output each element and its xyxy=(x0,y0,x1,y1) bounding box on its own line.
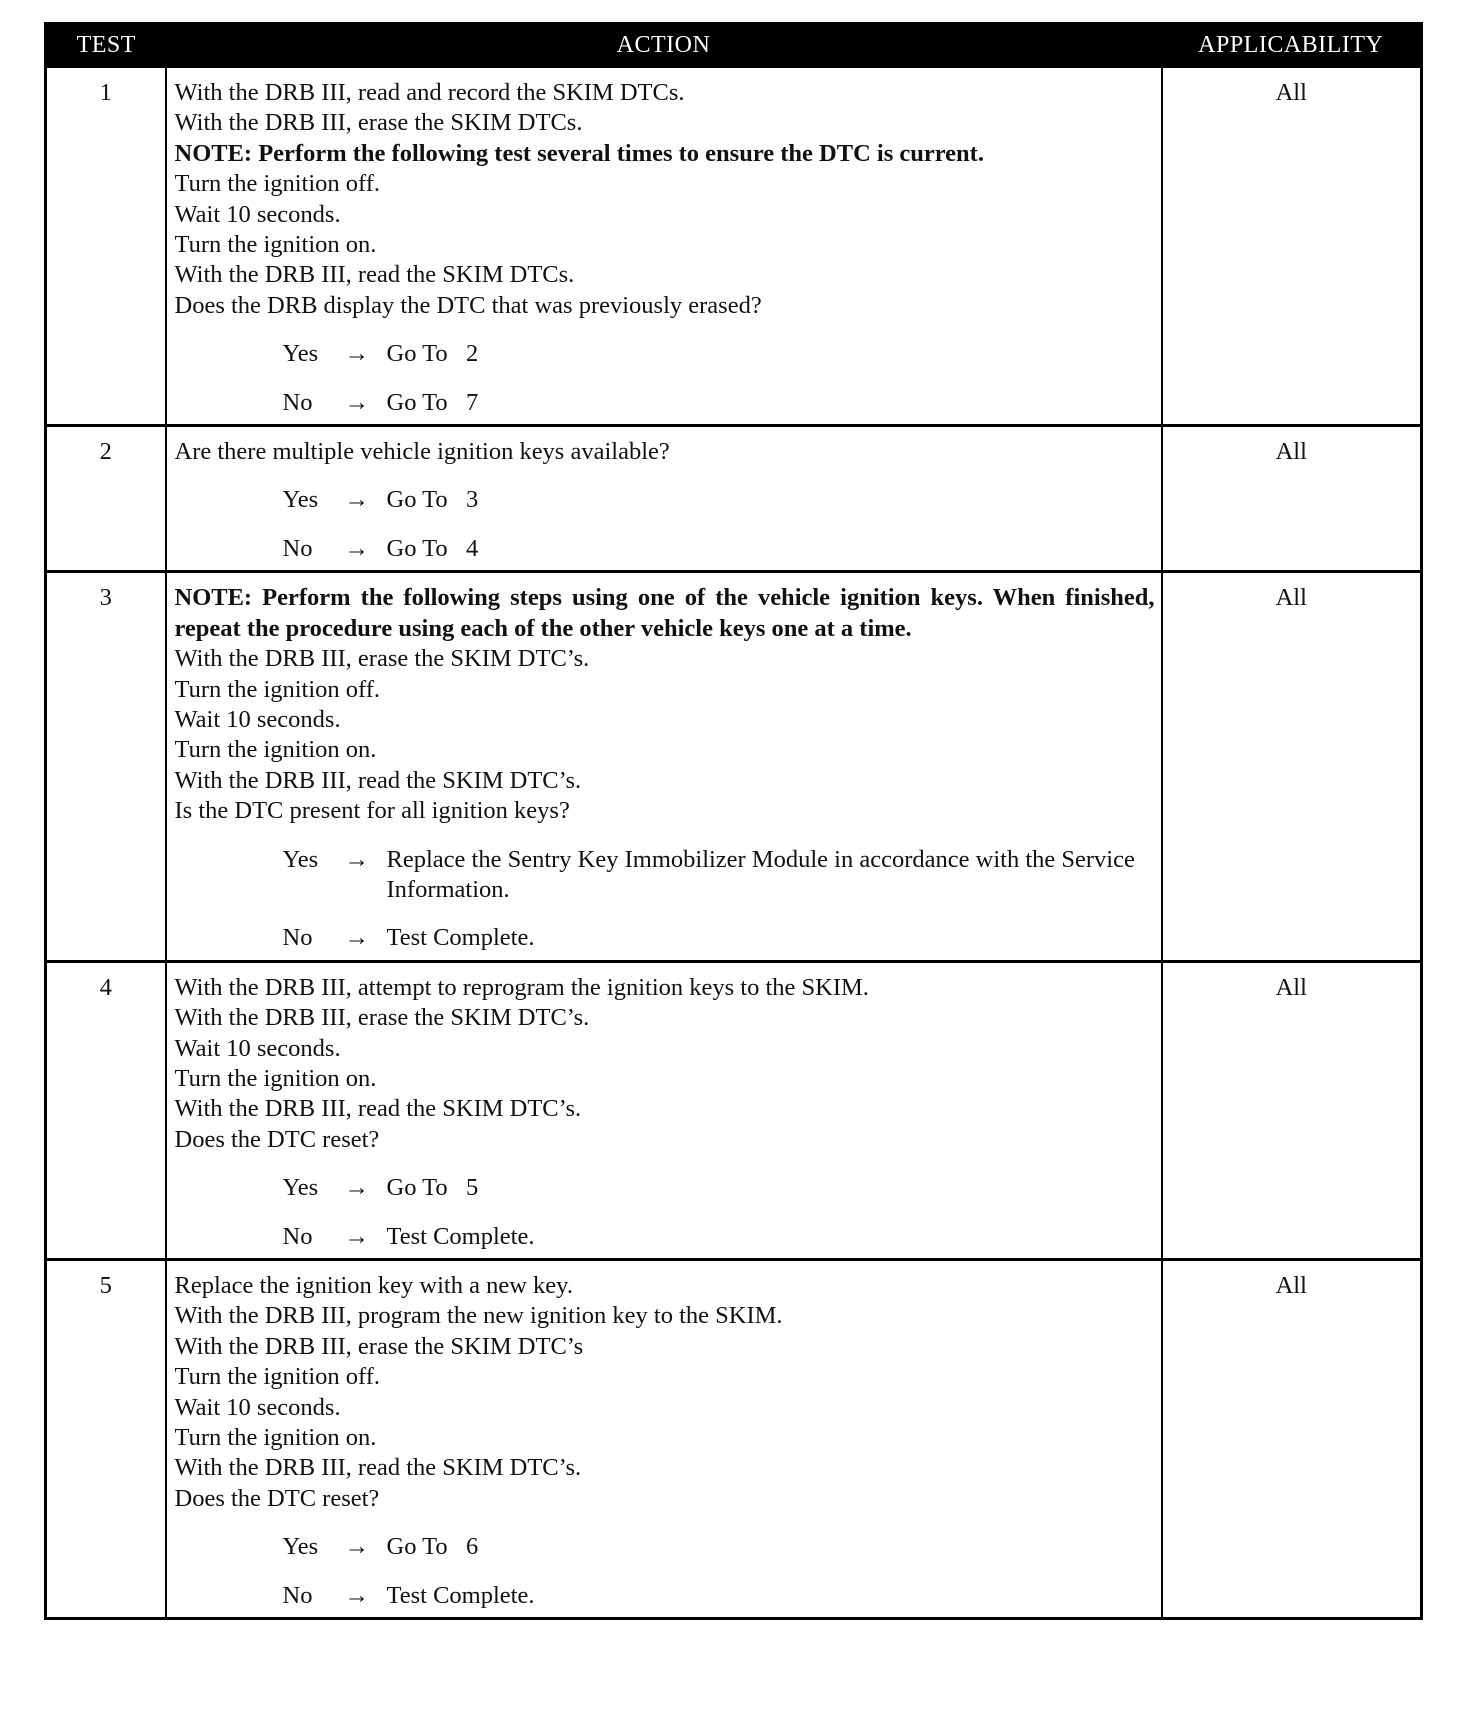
step-text: Turn the ignition off. xyxy=(174,1363,381,1391)
arrow-right-icon: → xyxy=(344,1533,369,1561)
step-text: Turn the ignition off. xyxy=(174,170,381,198)
result-answer: Yes xyxy=(282,1174,319,1202)
step-text: Turn the ignition off. xyxy=(174,675,381,703)
step-text: With the DRB III, read the SKIM DTC’s. xyxy=(174,766,582,794)
result-yes xyxy=(283,485,1155,515)
result-target: Test Complete. xyxy=(386,1222,535,1250)
test-row-4 xyxy=(46,961,1422,1259)
step-text: With the DRB III, read and record the SKIM DTCs. xyxy=(174,79,685,106)
applicability-value: All xyxy=(1162,572,1422,961)
step-text: Does the DTC reset? xyxy=(174,1125,380,1153)
step-text: Turn the ignition on. xyxy=(174,736,377,764)
result-answer: Yes xyxy=(282,486,319,514)
step-text: With the DRB III, read the SKIM DTC’s. xyxy=(174,1454,582,1482)
header-test: TEST xyxy=(46,24,166,67)
diagnostic-test-document xyxy=(44,22,1420,1620)
test-number: 3 xyxy=(46,572,166,961)
step-text: Is the DTC present for all ignition keys? xyxy=(174,797,570,825)
table-header xyxy=(46,24,1422,67)
arrow-right-icon: → xyxy=(344,845,369,873)
result-answer: No xyxy=(282,534,313,562)
test-number: 5 xyxy=(46,1260,166,1619)
step-text: With the DRB III, erase the SKIM DTC’s xyxy=(174,1332,584,1360)
result-no xyxy=(283,534,1155,564)
action-cell xyxy=(166,961,1162,1259)
result-target: Go To 5 xyxy=(386,1174,479,1202)
result-answer: Yes xyxy=(282,340,319,368)
table-body xyxy=(46,67,1422,1619)
result-answer: Yes xyxy=(282,845,319,873)
arrow-right-icon: → xyxy=(344,1174,369,1202)
step-text: With the DRB III, attempt to reprogram the ignition keys to the SKIM. xyxy=(174,973,869,1001)
result-target: Go To 2 xyxy=(386,340,479,368)
action-cell xyxy=(166,1260,1162,1619)
result-answer: No xyxy=(282,1581,313,1609)
step-text: With the DRB III, read the SKIM DTCs. xyxy=(174,261,575,289)
note-text: NOTE: Perform the following test several times to ensure the DTC is current. xyxy=(174,139,984,167)
action-cell xyxy=(166,426,1162,572)
test-row-2 xyxy=(46,426,1422,572)
applicability-value: All xyxy=(1162,426,1422,572)
step-text: Wait 10 seconds. xyxy=(174,1034,341,1062)
test-number: 2 xyxy=(46,426,166,572)
step-text: Wait 10 seconds. xyxy=(174,200,341,228)
diagnostic-test-table xyxy=(44,22,1423,1620)
result-no xyxy=(283,1581,1155,1611)
action-cell xyxy=(166,572,1162,961)
test-number: 4 xyxy=(46,961,166,1259)
header-row xyxy=(46,24,1422,67)
result-yes xyxy=(283,845,1155,906)
note-text: NOTE: Perform the following steps using one of the vehicle ignition keys. When finished, repeat the procedure using each of the other vehicle keys one at a time. xyxy=(174,584,1155,642)
result-answer: No xyxy=(282,1222,313,1250)
result-no xyxy=(283,1222,1155,1252)
arrow-right-icon: → xyxy=(344,1581,369,1609)
step-text: Wait 10 seconds. xyxy=(174,705,341,733)
result-no xyxy=(283,923,1155,953)
step-text: Turn the ignition on. xyxy=(174,1064,377,1092)
arrow-right-icon: → xyxy=(344,486,369,514)
arrow-right-icon: → xyxy=(344,534,369,562)
header-action: ACTION xyxy=(166,24,1162,67)
result-no xyxy=(283,388,1155,418)
action-cell xyxy=(166,67,1162,426)
result-target: Go To 3 xyxy=(386,486,479,514)
arrow-right-icon: → xyxy=(344,340,369,368)
step-text: With the DRB III, program the new ignition key to the SKIM. xyxy=(174,1302,783,1330)
arrow-right-icon: → xyxy=(344,1222,369,1250)
step-text: Does the DRB display the DTC that was previously erased? xyxy=(174,291,762,319)
test-row-5 xyxy=(46,1260,1422,1619)
step-text: With the DRB III, erase the SKIM DTCs. xyxy=(174,109,583,137)
step-text: Are there multiple vehicle ignition keys available? xyxy=(174,438,670,466)
result-yes xyxy=(283,1173,1155,1203)
test-row-1 xyxy=(46,67,1422,426)
applicability-value: All xyxy=(1162,67,1422,426)
result-target: Go To 4 xyxy=(386,534,479,562)
result-answer: No xyxy=(282,388,313,416)
step-text: Turn the ignition on. xyxy=(174,1424,377,1452)
arrow-right-icon: → xyxy=(344,388,369,416)
step-text: With the DRB III, read the SKIM DTC’s. xyxy=(174,1095,582,1123)
step-text: Turn the ignition on. xyxy=(174,231,377,259)
step-text: With the DRB III, erase the SKIM DTC’s. xyxy=(174,645,590,673)
step-text: With the DRB III, erase the SKIM DTC’s. xyxy=(174,1004,590,1032)
step-text: Does the DTC reset? xyxy=(174,1484,380,1512)
result-yes xyxy=(283,1532,1155,1562)
step-text: Replace the ignition key with a new key. xyxy=(174,1272,573,1299)
step-text: Wait 10 seconds. xyxy=(174,1393,341,1421)
result-yes xyxy=(283,339,1155,369)
applicability-value: All xyxy=(1162,961,1422,1259)
result-target: Replace the Sentry Key Immobilizer Module in accordance with the Service Information. xyxy=(386,845,1135,903)
result-target: Go To 6 xyxy=(386,1533,479,1561)
applicability-value: All xyxy=(1162,1260,1422,1619)
result-target: Test Complete. xyxy=(386,1581,535,1609)
arrow-right-icon: → xyxy=(344,924,369,952)
result-target: Go To 7 xyxy=(386,388,479,416)
test-row-3 xyxy=(46,572,1422,961)
result-answer: No xyxy=(282,924,313,952)
result-answer: Yes xyxy=(282,1533,319,1561)
header-applicability: APPLICABILITY xyxy=(1162,24,1422,67)
test-number: 1 xyxy=(46,67,166,426)
result-target: Test Complete. xyxy=(386,924,535,952)
